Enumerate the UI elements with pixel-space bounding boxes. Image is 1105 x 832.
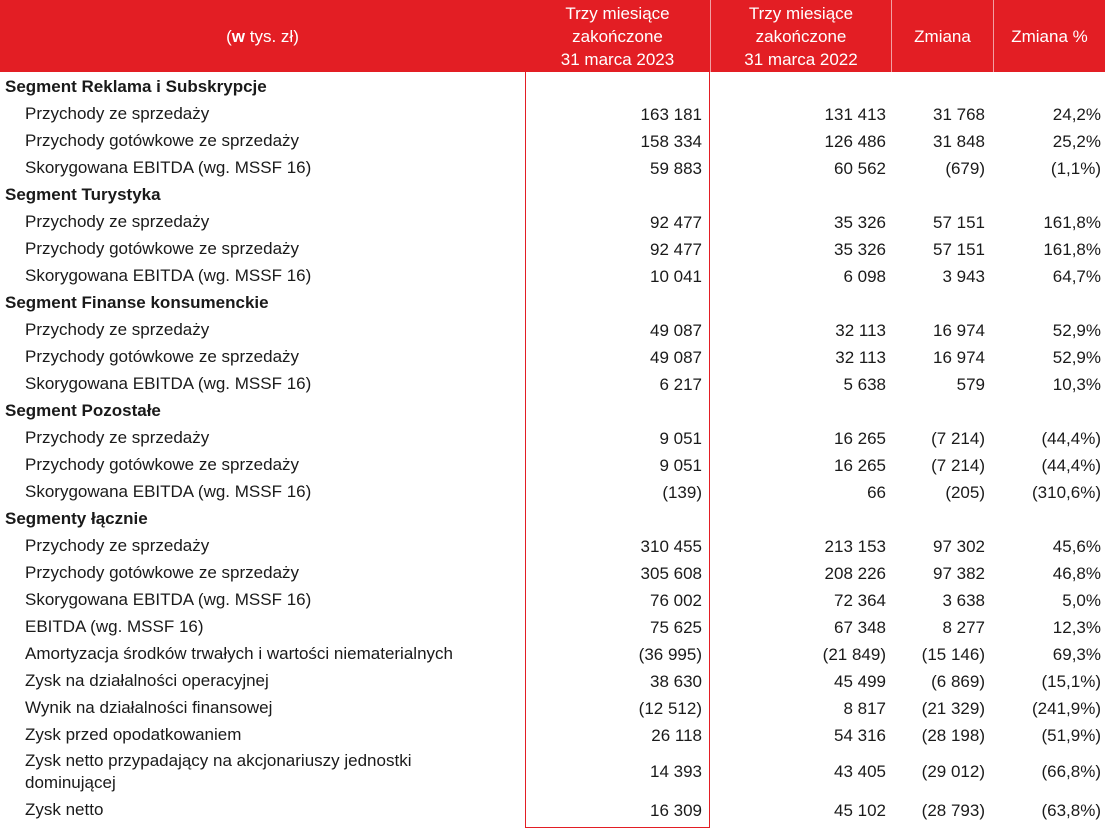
col-header-2022 — [711, 0, 891, 72]
value-2023: (139) — [662, 483, 702, 502]
value-2022: 126 486 — [824, 132, 886, 151]
value-2023: 9 051 — [659, 456, 702, 475]
row-label: EBITDA (wg. MSSF 16) — [25, 617, 204, 636]
value-change-pct: 64,7% — [1052, 267, 1101, 286]
value-2023: 158 334 — [640, 132, 702, 151]
row-label: Zysk na działalności operacyjnej — [25, 671, 269, 690]
section-title: Segment Finanse konsumenckie — [5, 293, 269, 312]
table-row — [0, 613, 1105, 640]
value-change: 8 277 — [942, 618, 985, 637]
value-change-pct: 24,2% — [1052, 105, 1101, 124]
table-row — [0, 478, 1105, 505]
value-change-pct: (66,8%) — [1041, 762, 1101, 781]
table-row — [0, 451, 1105, 478]
table-row — [0, 532, 1105, 559]
value-change: (21 329) — [921, 699, 985, 718]
row-label: Zysk netto przypadający na akcjonariuszy jednostki dominującej — [25, 751, 412, 792]
section-header — [0, 397, 1105, 424]
col-header-2023-line1: Trzy miesiące — [565, 3, 670, 23]
value-change: (7 214) — [931, 456, 985, 475]
value-change-pct: 69,3% — [1052, 645, 1101, 664]
value-2023: 310 455 — [640, 537, 702, 556]
value-2022: 131 413 — [824, 105, 886, 124]
value-change-pct: 45,6% — [1052, 537, 1101, 556]
value-2023: 26 118 — [651, 726, 702, 745]
table-row — [0, 559, 1105, 586]
value-2022: 35 326 — [834, 240, 886, 259]
row-label: Przychody gotówkowe ze sprzedaży — [25, 239, 300, 258]
value-change-pct: 161,8% — [1043, 240, 1101, 259]
section-header — [0, 505, 1105, 532]
col-header-change-pct-label: Zmiana % — [1011, 26, 1088, 46]
value-change-pct: (44,4%) — [1041, 429, 1101, 448]
row-label: Skorygowana EBITDA (wg. MSSF 16) — [25, 266, 312, 285]
value-change: 57 151 — [933, 213, 985, 232]
value-2023: 163 181 — [640, 105, 702, 124]
table-row — [0, 424, 1105, 451]
value-change-pct: 25,2% — [1052, 132, 1101, 151]
row-label: Przychody ze sprzedaży — [25, 428, 210, 447]
table-row — [0, 262, 1105, 289]
value-change-pct: (1,1%) — [1050, 159, 1101, 178]
table-row — [0, 235, 1105, 262]
value-change: 31 848 — [933, 132, 985, 151]
value-change-pct: 161,8% — [1043, 213, 1101, 232]
table-row — [0, 127, 1105, 154]
row-label: Skorygowana EBITDA (wg. MSSF 16) — [25, 482, 312, 501]
value-change: 97 382 — [933, 564, 985, 583]
row-label: Skorygowana EBITDA (wg. MSSF 16) — [25, 590, 312, 609]
section-header — [0, 181, 1105, 208]
section-header — [0, 289, 1105, 316]
col-header-change-label: Zmiana — [914, 26, 971, 46]
row-label: Przychody gotówkowe ze sprzedaży — [25, 455, 300, 474]
section-title: Segment Turystyka — [5, 185, 161, 204]
value-change-pct: 52,9% — [1052, 321, 1101, 340]
value-change-pct: (63,8%) — [1041, 801, 1101, 820]
value-2022: 66 — [867, 483, 886, 502]
value-change: 57 151 — [933, 240, 985, 259]
table-row — [0, 640, 1105, 667]
value-2023: 16 309 — [650, 801, 702, 820]
value-change: 16 974 — [933, 321, 985, 340]
col-header-2022-line3: 31 marca 2022 — [744, 49, 858, 69]
value-2022: 5 638 — [843, 375, 886, 394]
row-label: Amortyzacja środków trwałych i wartości niematerialnych — [25, 644, 453, 663]
table-row — [0, 208, 1105, 235]
unit-label — [0, 0, 525, 72]
col-header-2022-line2: zakończone — [755, 26, 847, 46]
table-row — [0, 721, 1105, 748]
value-2022: 72 364 — [834, 591, 886, 610]
value-change: (205) — [945, 483, 985, 502]
value-2022: 208 226 — [824, 564, 886, 583]
value-2023: 6 217 — [659, 375, 702, 394]
row-label: Przychody gotówkowe ze sprzedaży — [25, 563, 300, 582]
section-header — [0, 73, 1105, 100]
value-2023: 76 002 — [650, 591, 702, 610]
col-header-change-pct — [994, 0, 1105, 72]
value-2022: 16 265 — [834, 429, 886, 448]
value-change-pct: 12,3% — [1052, 618, 1101, 637]
value-2023: 92 477 — [650, 213, 702, 232]
value-change: (679) — [945, 159, 985, 178]
row-label: Skorygowana EBITDA (wg. MSSF 16) — [25, 158, 312, 177]
value-2023: 10 041 — [650, 267, 702, 286]
section-title: Segment Pozostałe — [5, 401, 161, 420]
value-change: 3 943 — [942, 267, 985, 286]
value-change-pct: (241,9%) — [1032, 699, 1101, 718]
value-2023: (12 512) — [638, 699, 702, 718]
value-change: 97 302 — [933, 537, 985, 556]
value-2022: 45 499 — [834, 672, 886, 691]
value-change: 579 — [956, 375, 985, 394]
table-row — [0, 667, 1105, 694]
value-change-pct: 5,0% — [1062, 591, 1101, 610]
section-title: Segment Reklama i Subskrypcje — [5, 77, 267, 96]
table-row — [0, 100, 1105, 127]
value-2022: 32 113 — [835, 348, 886, 367]
value-change-pct: (44,4%) — [1041, 456, 1101, 475]
row-label: Przychody ze sprzedaży — [25, 320, 210, 339]
col-header-change — [892, 0, 993, 72]
row-label: Przychody ze sprzedaży — [25, 104, 210, 123]
value-2022: 213 153 — [824, 537, 886, 556]
table-header — [0, 0, 1105, 72]
col-header-2023 — [525, 0, 710, 72]
col-header-2022-line1: Trzy miesiące — [748, 3, 854, 23]
value-2022: 6 098 — [843, 267, 886, 286]
value-change: 3 638 — [942, 591, 985, 610]
row-label: Wynik na działalności finansowej — [25, 698, 273, 717]
value-2023: (36 995) — [638, 645, 702, 664]
table-row — [0, 154, 1105, 181]
value-change: (15 146) — [921, 645, 985, 664]
unit-prefix: ( — [226, 26, 232, 46]
col-header-2023-line2: zakończone — [572, 26, 663, 46]
value-2022: (21 849) — [822, 645, 886, 664]
row-label: Przychody ze sprzedaży — [25, 212, 210, 231]
value-change: (6 869) — [931, 672, 985, 691]
value-2023: 38 630 — [650, 672, 702, 691]
value-change: (7 214) — [931, 429, 985, 448]
table-row — [0, 343, 1105, 370]
table-row — [0, 370, 1105, 397]
col-header-2023-line3: 31 marca 2023 — [560, 49, 675, 69]
value-2022: 60 562 — [834, 159, 886, 178]
value-2022: 54 316 — [834, 726, 886, 745]
value-2023: 49 087 — [650, 321, 702, 340]
value-2023: 9 051 — [659, 429, 702, 448]
value-2022: 43 405 — [834, 762, 886, 781]
value-change-pct: (51,9%) — [1041, 726, 1101, 745]
value-change: (29 012) — [921, 762, 985, 781]
row-label: Przychody gotówkowe ze sprzedaży — [25, 131, 300, 150]
value-change: (28 793) — [921, 801, 985, 820]
value-2023: 49 087 — [650, 348, 702, 367]
row-label: Przychody ze sprzedaży — [25, 536, 210, 555]
value-2023: 14 393 — [650, 762, 702, 781]
value-2022: 8 817 — [843, 699, 886, 718]
table-row — [0, 316, 1105, 343]
value-2023: 59 883 — [650, 159, 702, 178]
value-2023: 92 477 — [650, 240, 702, 259]
row-label: Zysk przed opodatkowaniem — [25, 725, 242, 744]
unit-rest: tys. zł) — [245, 26, 299, 46]
value-2023: 305 608 — [640, 564, 702, 583]
value-2022: 16 265 — [834, 456, 886, 475]
table-row — [0, 748, 1105, 796]
value-change-pct: 10,3% — [1052, 375, 1101, 394]
unit-bold: w — [231, 26, 246, 46]
value-2022: 35 326 — [834, 213, 886, 232]
value-change-pct: (15,1%) — [1041, 672, 1101, 691]
value-change: 31 768 — [933, 105, 985, 124]
table-row — [0, 694, 1105, 721]
row-label: Skorygowana EBITDA (wg. MSSF 16) — [25, 374, 312, 393]
value-2022: 32 113 — [835, 321, 886, 340]
value-change-pct: (310,6%) — [1032, 483, 1101, 502]
value-change: (28 198) — [921, 726, 985, 745]
table-row — [0, 586, 1105, 613]
value-2023: 75 625 — [650, 618, 702, 637]
value-change-pct: 46,8% — [1052, 564, 1101, 583]
value-2022: 67 348 — [834, 618, 886, 637]
value-change: 16 974 — [933, 348, 985, 367]
table-row — [0, 796, 1105, 823]
section-title: Segmenty łącznie — [5, 509, 148, 528]
row-label: Zysk netto — [25, 800, 104, 819]
value-2022: 45 102 — [834, 801, 886, 820]
value-change-pct: 52,9% — [1052, 348, 1101, 367]
row-label: Przychody gotówkowe ze sprzedaży — [25, 347, 300, 366]
